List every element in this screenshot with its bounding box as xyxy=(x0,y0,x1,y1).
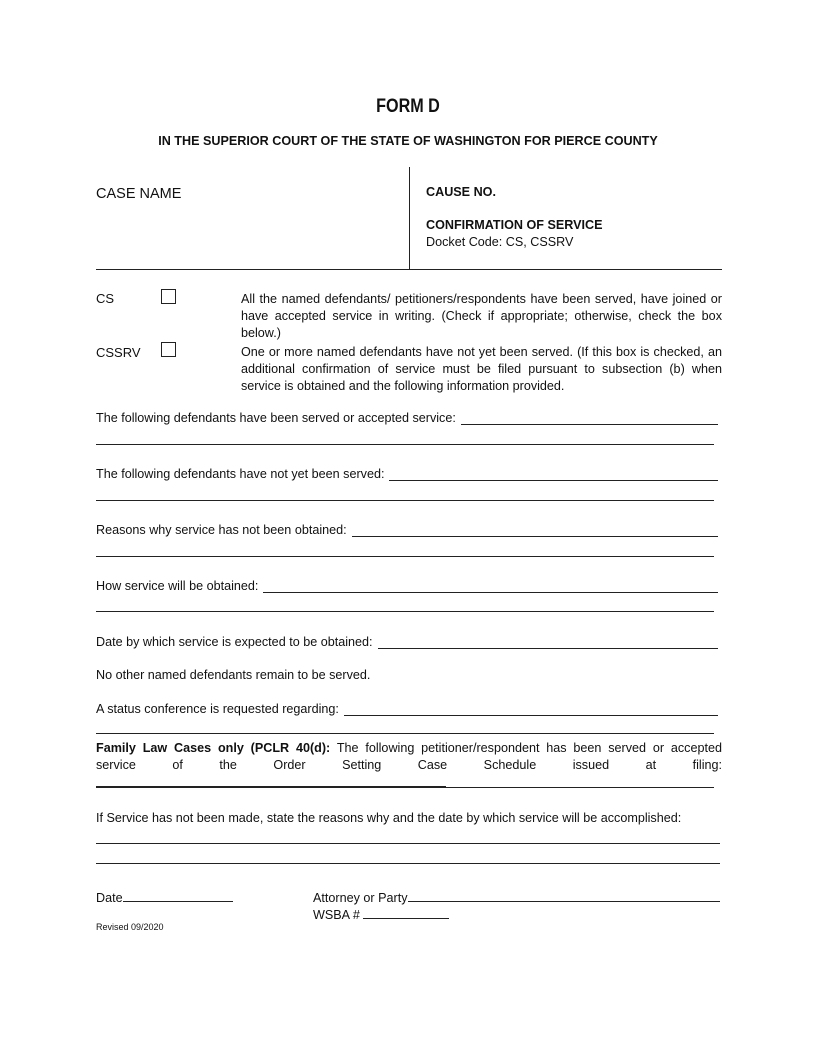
date-expected-field[interactable] xyxy=(96,635,718,649)
date-input-line[interactable] xyxy=(123,889,233,902)
if-service-line-1[interactable] xyxy=(96,843,720,844)
how-field[interactable] xyxy=(96,579,718,593)
cssrv-checkbox[interactable] xyxy=(161,342,176,357)
reasons-label: Reasons why service has not been obtained: xyxy=(96,523,347,537)
wsba-label: WSBA # xyxy=(313,908,360,922)
date-expected-label: Date by which service is expected to be obtained: xyxy=(96,635,373,649)
cs-description: All the named defendants/ petitioners/respondents have been served, have joined or have accepted service in writing. (Check if appropriate; otherwise, check the box below.) xyxy=(241,292,722,340)
date-label: Date xyxy=(96,891,123,905)
attorney-field[interactable] xyxy=(313,889,720,905)
served-field[interactable] xyxy=(96,411,718,425)
date-expected-input-line[interactable] xyxy=(378,635,718,649)
family-law-text: The following petitioner/respondent has been served or accepted service of the Order Setting Case Schedule issued at filing: xyxy=(96,741,722,772)
document-title: CONFIRMATION OF SERVICE xyxy=(426,218,603,232)
cssrv-description: One or more named defendants have not yet been served. (If this box is checked, an additional confirmation of service must be filed pursuant to subsection (b) when service is obtained and the following information provided. xyxy=(241,345,722,393)
wsba-field[interactable] xyxy=(313,906,449,922)
if-service-instructions: If Service has not been made, state the reasons why and the date by which service will be accomplished: xyxy=(96,811,682,825)
no-other-defendants: No other named defendants remain to be served. xyxy=(96,668,371,682)
reasons-input-line[interactable] xyxy=(352,523,718,537)
date-field[interactable] xyxy=(96,889,233,905)
cs-code: CS xyxy=(96,291,115,306)
how-input-line[interactable] xyxy=(263,579,718,593)
served-input-line[interactable] xyxy=(461,411,718,425)
status-conference-field[interactable] xyxy=(96,702,718,716)
not-served-input-line[interactable] xyxy=(389,467,718,481)
caption-rule xyxy=(96,269,722,270)
how-blank-line[interactable] xyxy=(96,611,714,612)
docket-code: Docket Code: CS, CSSRV xyxy=(426,235,574,249)
case-name-label: CASE NAME xyxy=(96,186,182,202)
family-law-input-line[interactable] xyxy=(96,774,446,787)
status-conference-input-line[interactable] xyxy=(344,702,718,716)
not-served-blank-line[interactable] xyxy=(96,500,714,501)
cause-no-label: CAUSE NO. xyxy=(426,185,496,199)
not-served-label: The following defendants have not yet been served: xyxy=(96,467,385,481)
status-conference-label: A status conference is requested regarding: xyxy=(96,702,339,716)
served-label: The following defendants have been served or accepted service: xyxy=(96,411,456,425)
reasons-blank-line[interactable] xyxy=(96,556,714,557)
not-served-field[interactable] xyxy=(96,467,718,481)
cs-checkbox[interactable] xyxy=(161,289,176,304)
court-heading: IN THE SUPERIOR COURT OF THE STATE OF WASHINGTON FOR PIERCE COUNTY xyxy=(158,134,658,148)
attorney-label: Attorney or Party xyxy=(313,891,408,905)
status-conference-blank-line[interactable] xyxy=(96,733,714,734)
how-label: How service will be obtained: xyxy=(96,579,259,593)
wsba-input-line[interactable] xyxy=(363,906,449,919)
family-law-blank-line[interactable] xyxy=(96,787,714,788)
caption-divider xyxy=(409,167,410,270)
reasons-field[interactable] xyxy=(96,523,718,537)
attorney-input-line[interactable] xyxy=(408,889,720,902)
revised-date: Revised 09/2020 xyxy=(96,922,164,932)
form-title: FORM D xyxy=(376,96,440,117)
cssrv-code: CSSRV xyxy=(96,345,141,360)
served-blank-line[interactable] xyxy=(96,444,714,445)
family-law-heading: Family Law Cases only (PCLR 40(d): xyxy=(96,741,331,755)
if-service-line-2[interactable] xyxy=(96,863,720,864)
family-law-paragraph xyxy=(96,740,722,792)
